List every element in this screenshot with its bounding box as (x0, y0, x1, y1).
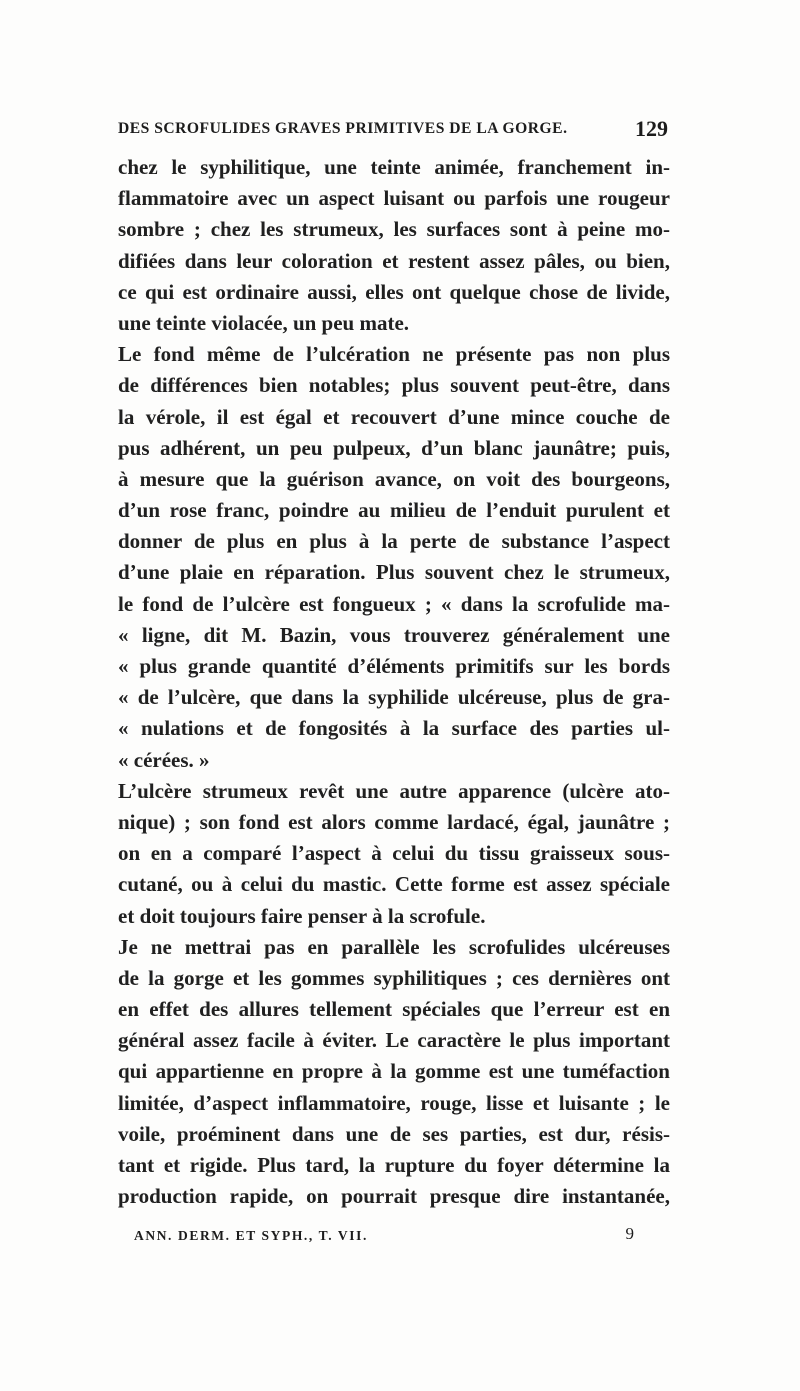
text-line: d’une plaie en réparation. Plus souvent chez le strumeux, (118, 560, 670, 585)
body-text (118, 152, 670, 1212)
page-number: 129 (635, 116, 668, 141)
text-line: chez le syphilitique, une teinte animée, franchement in- (118, 155, 670, 179)
text-line: de différences bien notables; plus souvent peut-être, dans (118, 373, 670, 398)
text-line: L’ulcère strumeux revêt une autre apparence (ulcère ato- (118, 778, 670, 803)
page-header (118, 116, 668, 148)
text-line: à mesure que la guérison avance, on voit des bourgeons, (118, 466, 670, 491)
text-line: « ligne, dit M. Bazin, vous trouverez généralement une (118, 622, 670, 647)
text-line: nique) ; son fond est alors comme lardacé, égal, jaunâtre ; (118, 809, 670, 834)
text-line: le fond de l’ulcère est fongueux ; « dans la scrofulide ma- (118, 591, 670, 616)
text-line: d’un rose franc, poindre au milieu de l’enduit purulent et (118, 498, 670, 523)
page-footer (134, 1224, 634, 1248)
text-line: difiées dans leur coloration et restent assez pâles, ou bien, (118, 248, 670, 273)
text-line: la vérole, il est égal et recouvert d’une mince couche de (118, 404, 670, 429)
text-line: « de l’ulcère, que dans la syphilide ulcéreuse, plus de gra- (118, 685, 670, 710)
text-line: « cérées. » (118, 747, 210, 772)
text-line: production rapide, on pourrait presque dire instantanée, (118, 1184, 670, 1209)
text-line: limitée, d’aspect inflammatoire, rouge, lisse et luisante ; le (118, 1090, 670, 1115)
text-line: donner de plus en plus à la perte de substance l’aspect (118, 529, 670, 554)
text-line: cutané, ou à celui du mastic. Cette forme est assez spéciale (118, 872, 670, 897)
text-line: et doit toujours faire penser à la scrofule. (118, 903, 486, 928)
text-line: pus adhérent, un peu pulpeux, d’un blanc jaunâtre; puis, (118, 435, 670, 460)
text-line: une teinte violacée, un peu mate. (118, 310, 410, 335)
text-line: flammatoire avec un aspect luisant ou parfois une rougeur (118, 186, 670, 211)
text-line: tant et rigide. Plus tard, la rupture du foyer détermine la (118, 1153, 670, 1177)
text-line: Je ne mettrai pas en parallèle les scrofulides ulcéreuses (118, 934, 670, 959)
text-line: « plus grande quantité d’éléments primitifs sur les bords (118, 654, 670, 678)
text-line: sombre ; chez les strumeux, les surfaces sont à peine mo- (118, 217, 670, 242)
text-line: Le fond même de l’ulcération ne présente pas non plus (118, 342, 670, 367)
text-line: qui appartienne en propre à la gomme est une tuméfaction (118, 1059, 670, 1084)
sheet-number: 9 (625, 1224, 634, 1243)
printer-signature: ANN. DERM. ET SYPH., T. VII. (134, 1228, 368, 1243)
text-line: de la gorge et les gommes syphilitiques ; ces dernières ont (118, 965, 670, 990)
text-line: « nulations et de fongosités à la surface des parties ul- (118, 716, 670, 741)
text-line: ce qui est ordinaire aussi, elles ont quelque chose de livide, (118, 279, 670, 304)
running-title: DES SCROFULIDES GRAVES PRIMITIVES DE LA GORGE. (118, 120, 568, 137)
text-line: général assez facile à éviter. Le caractère le plus important (118, 1028, 670, 1053)
text-line: voile, proéminent dans une de ses parties, est dur, résis- (118, 1121, 670, 1146)
text-line: on en a comparé l’aspect à celui du tissu graisseux sous- (118, 841, 670, 866)
text-line: en effet des allures tellement spéciales que l’erreur est en (118, 997, 670, 1022)
